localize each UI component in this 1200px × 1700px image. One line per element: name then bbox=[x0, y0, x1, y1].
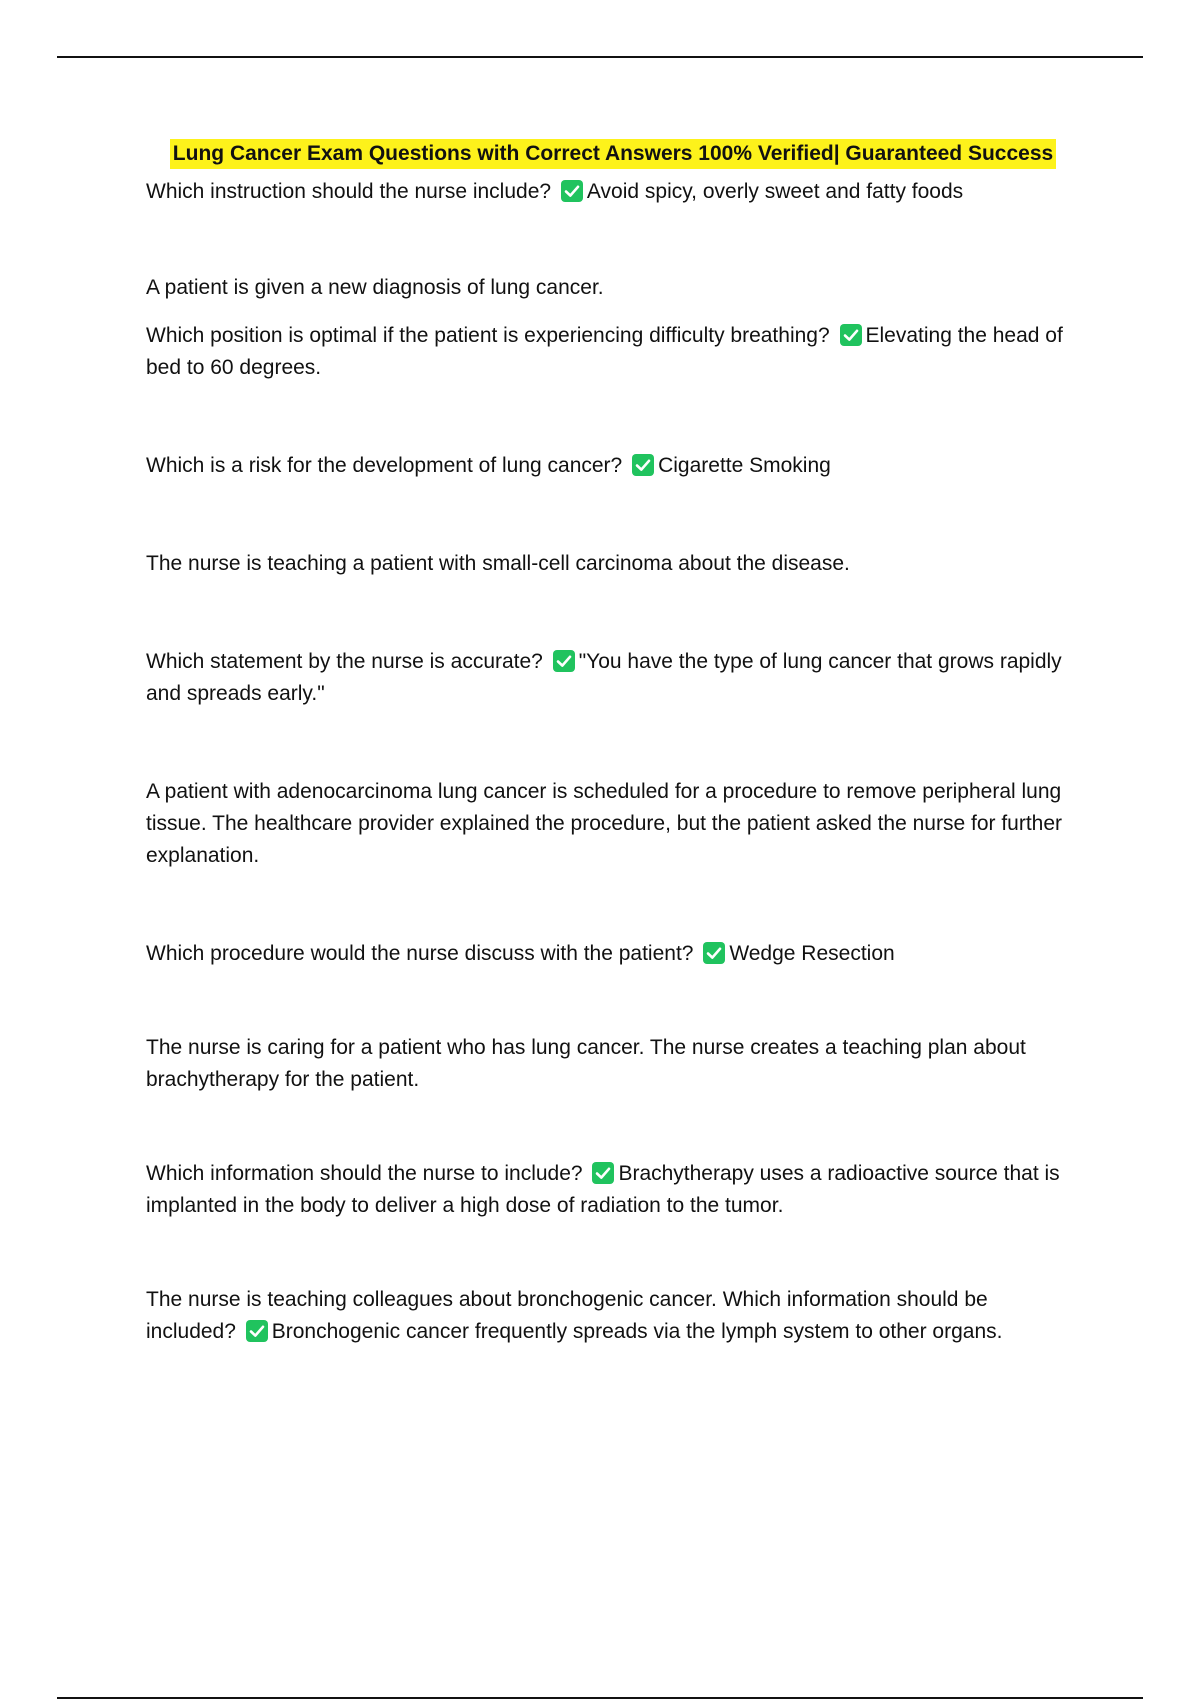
scenario-text: A patient is given a new diagnosis of lung cancer. bbox=[146, 276, 604, 299]
document-title: Lung Cancer Exam Questions with Correct Answers 100% Verified| Guaranteed Success bbox=[170, 139, 1056, 169]
answer-text: Elevating the head of bed to 60 degrees. bbox=[146, 324, 1063, 379]
scenario-text: A patient with adenocarcinoma lung cancer is scheduled for a procedure to remove peripheral lung tissue. The healthcare provider explained the procedure, but the patient asked the nurse for further explanation. bbox=[146, 780, 1063, 867]
check-mark-icon bbox=[703, 942, 725, 964]
qa-item bbox=[146, 646, 1076, 710]
question-text: Which position is optimal if the patient is experiencing difficulty breathing? bbox=[146, 324, 830, 347]
answer-text: Brachytherapy uses a radioactive source that is implanted in the body to deliver a high dose of radiation to the tumor. bbox=[146, 1162, 1060, 1217]
check-mark-icon bbox=[632, 454, 654, 476]
scenario-text: The nurse is teaching a patient with small-cell carcinoma about the disease. bbox=[146, 552, 850, 575]
qa-item bbox=[146, 938, 1076, 970]
document-body bbox=[146, 138, 1076, 1348]
answer-text: "You have the type of lung cancer that grows rapidly and spreads early." bbox=[146, 650, 1062, 705]
qa-item bbox=[146, 1284, 1076, 1348]
qa-item bbox=[146, 1158, 1076, 1222]
qa-item bbox=[146, 450, 1076, 482]
question-text: Which procedure would the nurse discuss with the patient? bbox=[146, 942, 694, 965]
scenario-text: The nurse is caring for a patient who has lung cancer. The nurse creates a teaching plan about brachytherapy for the patient. bbox=[146, 1036, 1026, 1091]
qa-item bbox=[146, 176, 1076, 208]
footer-rule bbox=[57, 1697, 1143, 1699]
check-mark-icon bbox=[246, 1320, 268, 1342]
answer-text: Bronchogenic cancer frequently spreads via the lymph system to other organs. bbox=[271, 1320, 1003, 1343]
check-mark-icon bbox=[561, 180, 583, 202]
question-text: Which information should the nurse to include? bbox=[146, 1162, 583, 1185]
question-text: The nurse is teaching colleagues about bronchogenic cancer. Which information should be included? bbox=[146, 1288, 988, 1343]
title-row bbox=[138, 138, 1088, 170]
answer-text: Avoid spicy, overly sweet and fatty foods bbox=[586, 180, 964, 203]
check-mark-icon bbox=[553, 650, 575, 672]
header-rule bbox=[57, 56, 1143, 58]
question-text: Which is a risk for the development of lung cancer? bbox=[146, 454, 623, 477]
question-text: Which statement by the nurse is accurate? bbox=[146, 650, 543, 673]
qa-item bbox=[146, 320, 1076, 384]
question-text: Which instruction should the nurse include? bbox=[146, 180, 552, 203]
check-mark-icon bbox=[840, 324, 862, 346]
answer-text: Cigarette Smoking bbox=[658, 454, 831, 477]
check-mark-icon bbox=[592, 1162, 614, 1184]
answer-text: Wedge Resection bbox=[729, 942, 895, 965]
